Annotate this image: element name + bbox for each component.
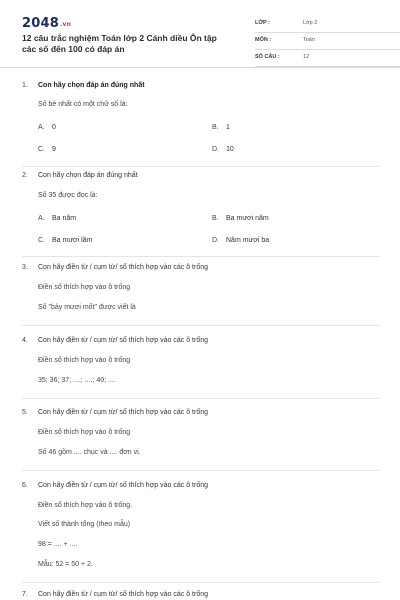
- question-stem: Số 35 được đọc là:: [38, 192, 98, 199]
- question-separator: [22, 398, 380, 399]
- option-letter: C.: [38, 237, 45, 244]
- option-text: 1: [226, 124, 230, 131]
- option-a[interactable]: [38, 215, 76, 222]
- header-divider: [0, 67, 400, 68]
- option-letter: A.: [38, 215, 45, 222]
- question-number: 2.: [22, 172, 28, 179]
- question-line: Điền số thích hợp vào ô trống: [38, 429, 131, 436]
- meta-value: Lớp 2: [303, 20, 318, 26]
- question-line: Số 46 gồm .... chục và .... đơn vị.: [38, 449, 141, 456]
- question-separator: [22, 256, 380, 257]
- option-text: Ba mươi năm: [226, 215, 269, 222]
- option-text: Ba năm: [52, 215, 77, 222]
- meta-key: MÔN :: [255, 37, 272, 43]
- question-prompt: Con hãy điền từ / cụm từ/ số thích hợp vào các ô trống: [38, 264, 208, 271]
- option-text: 10: [226, 146, 234, 153]
- option-text: 9: [52, 146, 56, 153]
- option-c[interactable]: [38, 237, 92, 244]
- question-separator: [22, 582, 380, 583]
- meta-row-subject: [255, 33, 400, 50]
- option-a[interactable]: [38, 124, 56, 131]
- question-number: 6.: [22, 482, 28, 489]
- option-letter: B.: [212, 215, 219, 222]
- option-letter: D.: [212, 237, 219, 244]
- question-line: 98 = .... + ....: [38, 541, 78, 548]
- option-text: 0: [52, 124, 56, 131]
- question-prompt: Con hãy điền từ / cụm từ/ số thích hợp vào các ô trống: [38, 337, 208, 344]
- question-line: Điền số thích hợp vào ô trống.: [38, 502, 133, 509]
- site-logo[interactable]: [22, 16, 71, 31]
- logo-domain-text: .vn: [59, 21, 72, 28]
- question-separator: [22, 470, 380, 471]
- question-prompt: Con hãy chọn đáp án đúng nhất: [38, 82, 145, 89]
- meta-row-grade: [255, 16, 400, 33]
- question-line: 35; 36; 37; ....; ....; 40; ....: [38, 377, 116, 384]
- option-letter: C.: [38, 146, 45, 153]
- option-d[interactable]: [212, 146, 234, 153]
- question-line: Mẫu: 52 = 50 + 2.: [38, 561, 93, 568]
- question-number: 5.: [22, 409, 28, 416]
- option-c[interactable]: [38, 146, 56, 153]
- question-prompt: Con hãy chọn đáp án đúng nhất: [38, 172, 138, 179]
- question-prompt: Con hãy điền từ / cụm từ/ số thích hợp vào các ô trống: [38, 409, 208, 416]
- option-text: Ba mươi lăm: [52, 237, 93, 244]
- option-d[interactable]: [212, 237, 269, 244]
- meta-value: Toán: [303, 37, 315, 43]
- option-b[interactable]: [212, 124, 230, 131]
- question-number: 7.: [22, 591, 28, 598]
- question-prompt: Con hãy điền từ / cụm từ/ số thích hợp vào các ô trống: [38, 591, 208, 598]
- meta-key: LỚP :: [255, 20, 270, 26]
- option-letter: D.: [212, 146, 219, 153]
- meta-key: SỐ CÂU :: [255, 54, 280, 60]
- question-line: Điền số thích hợp vào ô trống: [38, 284, 131, 291]
- worksheet-header: [22, 16, 380, 68]
- question-line: Điền số thích hợp vào ô trống: [38, 357, 131, 364]
- option-b[interactable]: [212, 215, 269, 222]
- meta-row-count: [255, 50, 400, 67]
- question-separator: [22, 166, 380, 167]
- option-text: Năm mươi ba: [226, 237, 270, 244]
- question-number: 3.: [22, 264, 28, 271]
- page-title: 12 câu trắc nghiệm Toán lớp 2 Cánh diều Ôn tập các số đến 100 có đáp án: [22, 33, 217, 54]
- question-line: Số "bảy mươi mốt" được viết là: [38, 304, 136, 311]
- question-separator: [22, 325, 380, 326]
- question-prompt: Con hãy điền từ / cụm từ/ số thích hợp vào các ô trống: [38, 482, 208, 489]
- meta-value: 12: [303, 54, 310, 60]
- option-letter: B.: [212, 124, 219, 131]
- logo-main-text: 2048: [22, 16, 59, 31]
- question-line: Viết số thành tổng (theo mẫu): [38, 521, 131, 528]
- question-number: 4.: [22, 337, 28, 344]
- option-letter: A.: [38, 124, 45, 131]
- question-number: 1.: [22, 82, 28, 89]
- meta-info: [255, 16, 400, 67]
- question-stem: Số bé nhất có một chữ số là:: [38, 101, 128, 108]
